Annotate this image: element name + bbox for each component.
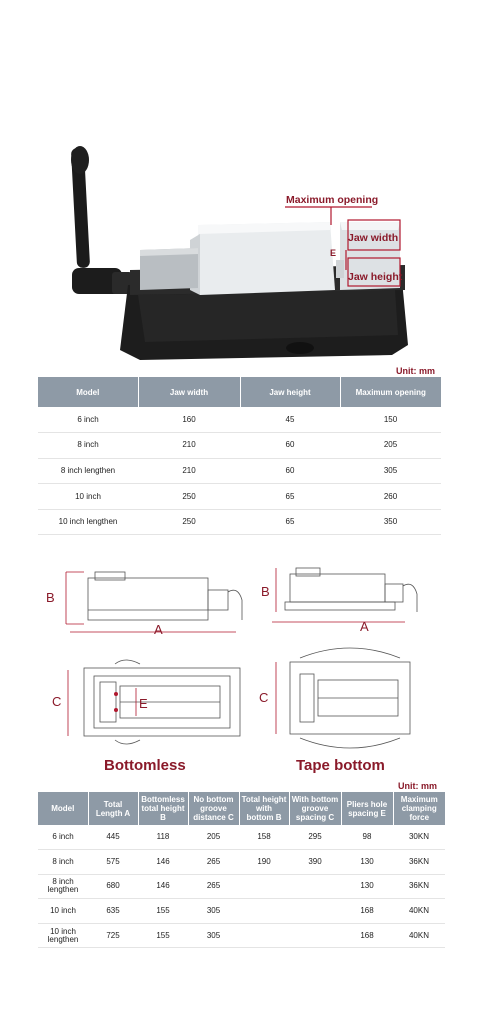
cell: 168 (341, 899, 393, 924)
table-row (38, 407, 441, 433)
dim-c-left: C (52, 694, 62, 709)
cell: 295 (289, 825, 341, 850)
column-header: Maximum clamping force (393, 792, 445, 825)
cell: 130 (341, 850, 393, 875)
column-header: Model (38, 377, 138, 407)
cell (289, 923, 341, 948)
cell: 130 (341, 874, 393, 899)
cell: 8 inch (38, 850, 88, 875)
cell: 210 (138, 458, 240, 484)
table-row (38, 458, 441, 484)
column-header: Jaw width (138, 377, 240, 407)
dim-b-left: B (46, 590, 55, 605)
cell: 155 (138, 923, 188, 948)
jaw-spec-table (38, 377, 441, 535)
caption-tape-bottom: Tape bottom (296, 757, 385, 774)
cell (239, 899, 289, 924)
cell: 98 (341, 825, 393, 850)
cell: 205 (188, 825, 239, 850)
cell: 265 (188, 874, 239, 899)
cell: 190 (239, 850, 289, 875)
table-row (38, 509, 441, 535)
cell (239, 874, 289, 899)
table-row (38, 923, 445, 948)
table-row (38, 825, 445, 850)
cell: 305 (188, 899, 239, 924)
column-header: Bottomless total height B (138, 792, 188, 825)
cell: 30KN (393, 825, 445, 850)
cell: 155 (138, 899, 188, 924)
cell: 8 inch lengthen (38, 874, 88, 899)
column-header: No bottom groove distance C (188, 792, 239, 825)
table1-unit: Unit: mm (396, 366, 435, 376)
column-header: With bottom groove spacing C (289, 792, 341, 825)
cell: 260 (340, 484, 441, 510)
table-header-row (38, 792, 445, 825)
cell: 680 (88, 874, 138, 899)
cell: 10 inch lengthen (38, 923, 88, 948)
dim-e-left: E (139, 696, 148, 711)
cell: 305 (340, 458, 441, 484)
cell: 205 (340, 433, 441, 459)
cell: 146 (138, 874, 188, 899)
cell: 8 inch (38, 433, 138, 459)
cell: 40KN (393, 923, 445, 948)
table-row (38, 874, 445, 899)
cell: 36KN (393, 874, 445, 899)
cell: 10 inch lengthen (38, 509, 138, 535)
cell: 40KN (393, 899, 445, 924)
dim-a-left: A (154, 622, 163, 637)
cell: 8 inch lengthen (38, 458, 138, 484)
vise-product-photo (0, 130, 480, 370)
column-header: Maximum opening (340, 377, 441, 407)
column-header: Pliers hole spacing E (341, 792, 393, 825)
cell: 10 inch (38, 899, 88, 924)
cell: 60 (240, 458, 340, 484)
cell: 6 inch (38, 407, 138, 433)
cell (239, 923, 289, 948)
dim-c-right: C (259, 690, 269, 705)
table2-unit: Unit: mm (398, 781, 437, 791)
cell: 65 (240, 484, 340, 510)
table-row (38, 850, 445, 875)
cell: 45 (240, 407, 340, 433)
table-row (38, 433, 441, 459)
cell: 210 (138, 433, 240, 459)
cell: 390 (289, 850, 341, 875)
cell: 635 (88, 899, 138, 924)
cell: 305 (188, 923, 239, 948)
e-mark-label: E (330, 248, 337, 258)
dim-b-right: B (261, 584, 270, 599)
cell: 575 (88, 850, 138, 875)
cell: 146 (138, 850, 188, 875)
cell: 10 inch (38, 484, 138, 510)
column-header: Jaw height (240, 377, 340, 407)
cell (289, 874, 341, 899)
dimension-drawings (0, 560, 480, 760)
caption-bottomless: Bottomless (104, 757, 186, 774)
jaw-width-label: Jaw width (348, 232, 399, 244)
table-row (38, 484, 441, 510)
column-header: Total Length A (88, 792, 138, 825)
dim-a-right: A (360, 619, 369, 634)
cell (289, 899, 341, 924)
cell: 65 (240, 509, 340, 535)
cell: 60 (240, 433, 340, 459)
cell: 350 (340, 509, 441, 535)
column-header: Model (38, 792, 88, 825)
jaw-height-label: Jaw height (348, 271, 403, 283)
cell: 6 inch (38, 825, 88, 850)
table-header-row (38, 377, 441, 407)
cell: 160 (138, 407, 240, 433)
cell: 158 (239, 825, 289, 850)
dimension-spec-table (38, 792, 445, 948)
table-row (38, 899, 445, 924)
cell: 725 (88, 923, 138, 948)
column-header: Total height with bottom B (239, 792, 289, 825)
cell: 250 (138, 509, 240, 535)
cell: 265 (188, 850, 239, 875)
cell: 118 (138, 825, 188, 850)
cell: 250 (138, 484, 240, 510)
max-opening-label: Maximum opening (286, 194, 379, 206)
cell: 36KN (393, 850, 445, 875)
cell: 168 (341, 923, 393, 948)
cell: 445 (88, 825, 138, 850)
cell: 150 (340, 407, 441, 433)
